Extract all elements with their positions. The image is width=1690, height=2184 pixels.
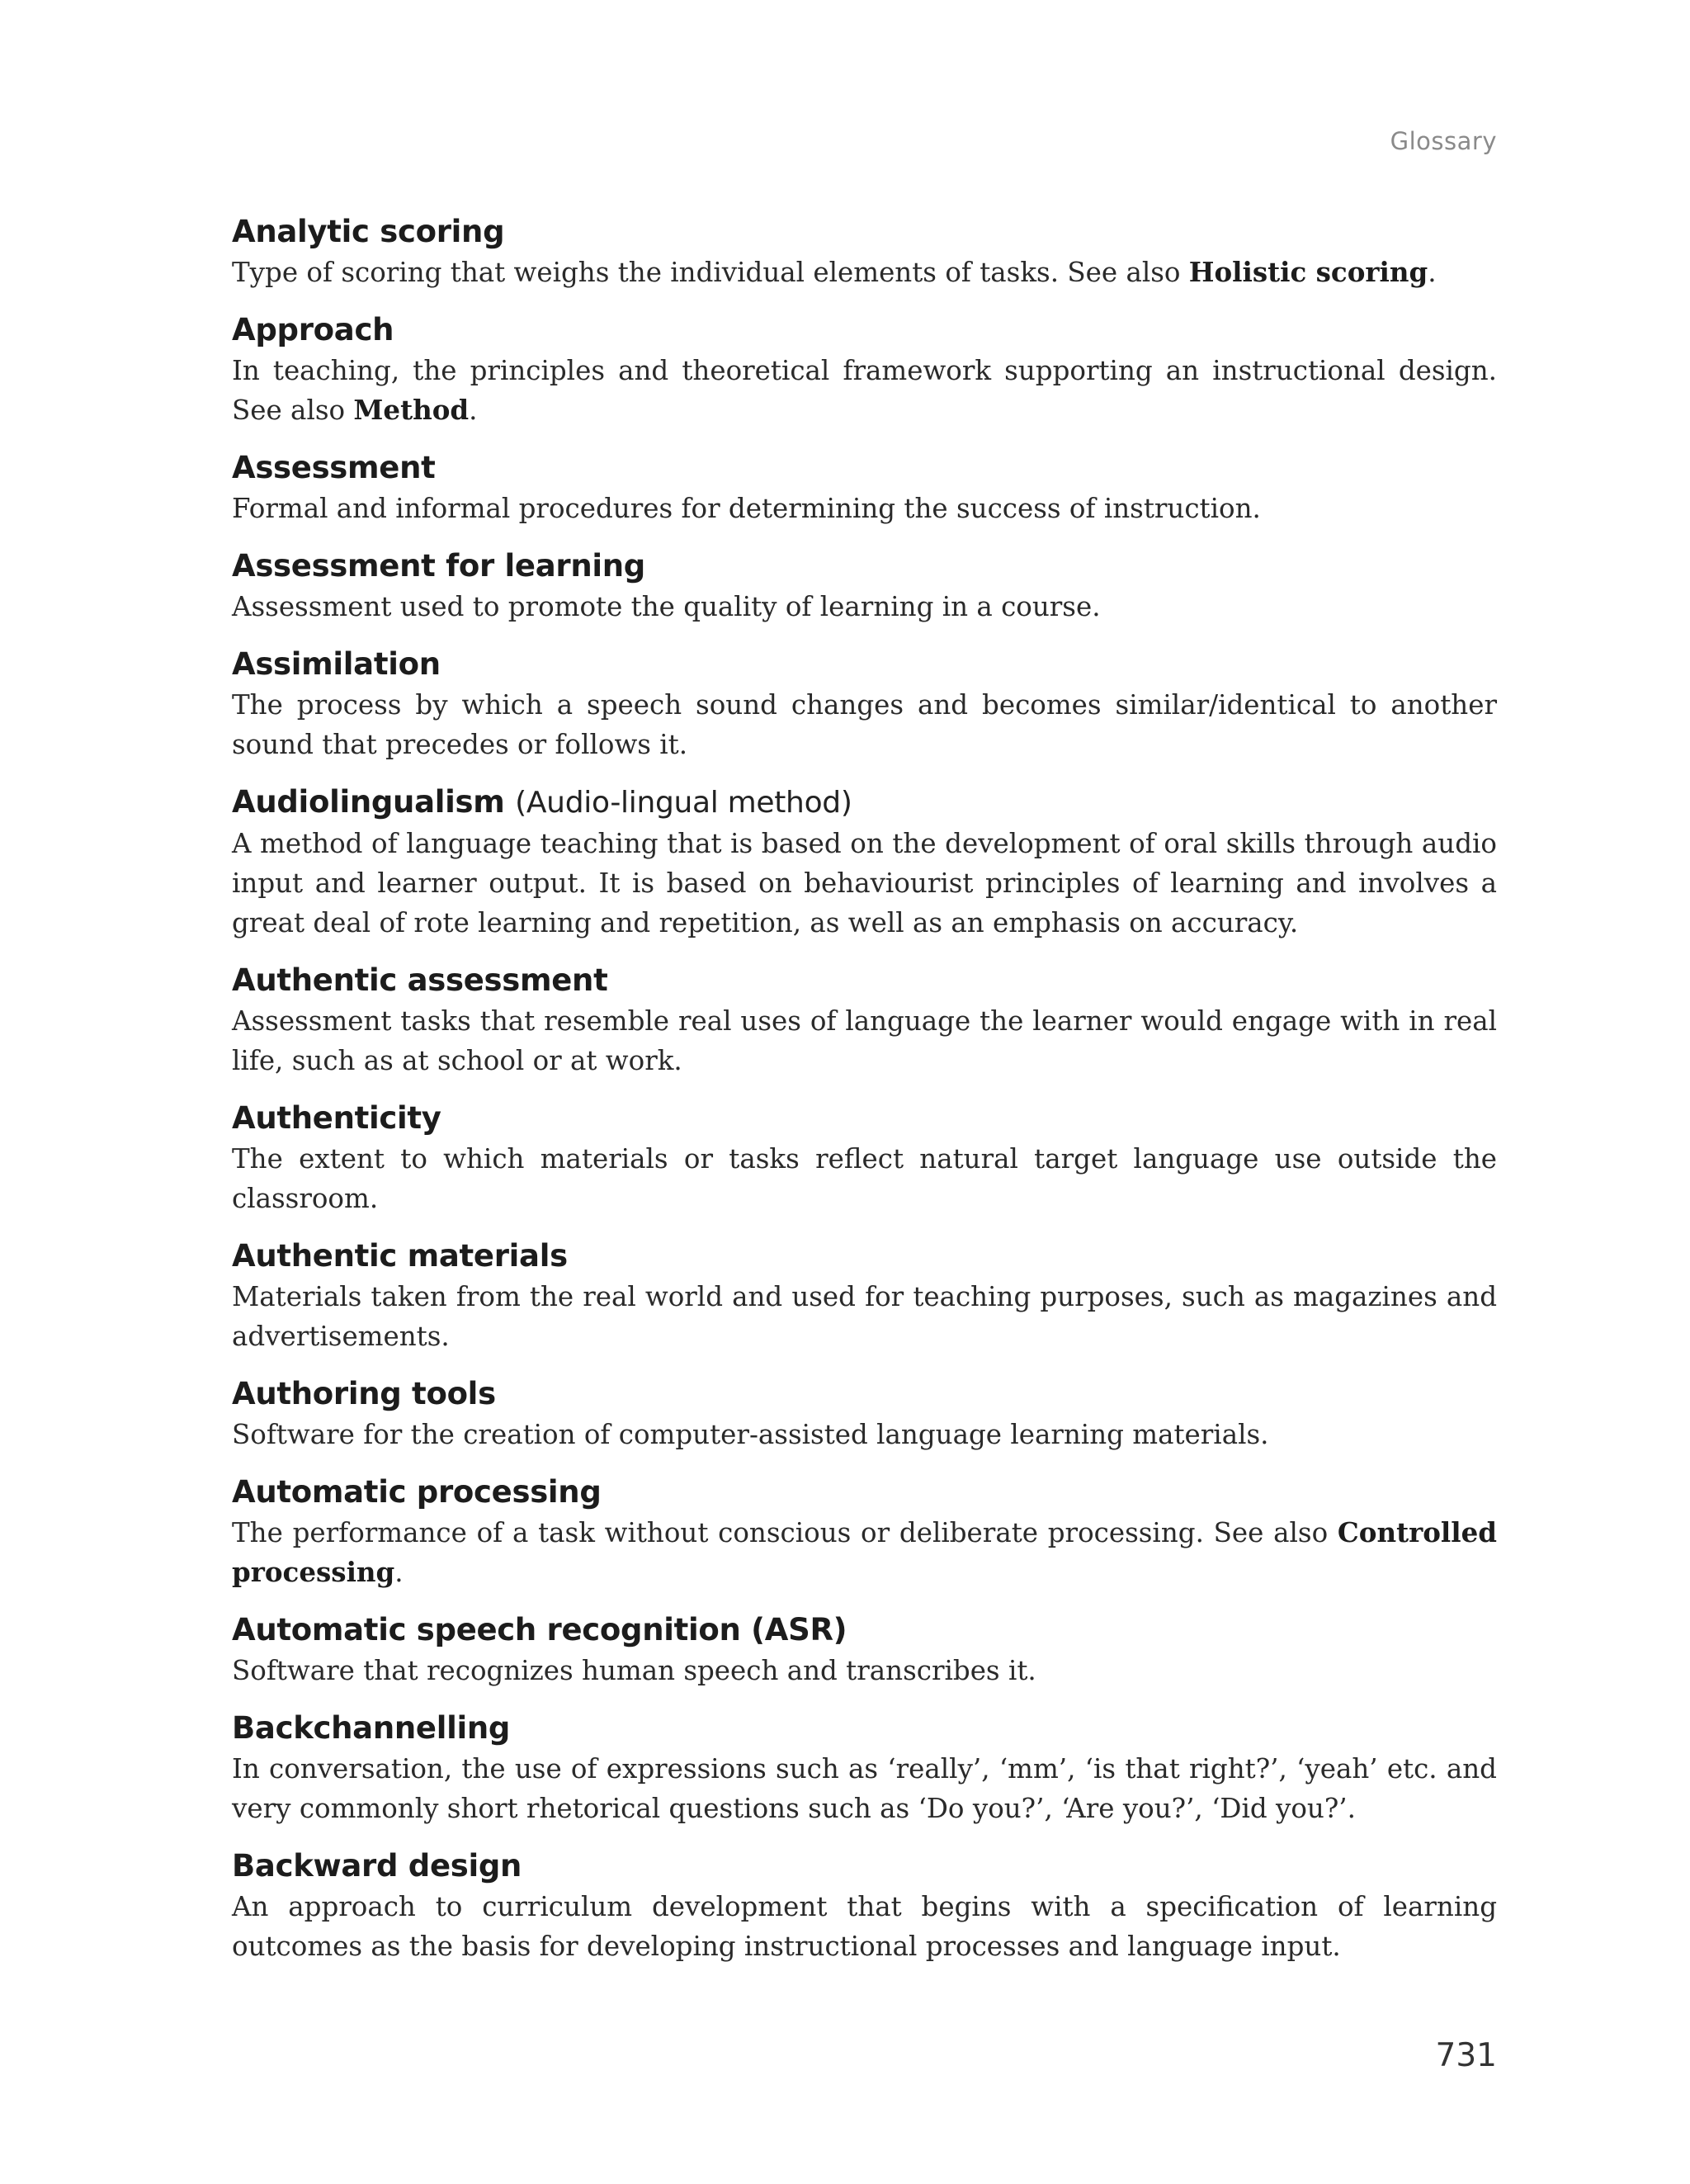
glossary-term: Assessment for learning	[232, 548, 645, 584]
glossary-definition: A method of language teaching that is based on the development of oral skills through audio input and learner output. It is based on behaviourist principles of learning and involves a great deal of rote learning and repetition, as well as an emphasis on accuracy.	[232, 828, 1497, 938]
glossary-entry	[232, 782, 1497, 943]
glossary-term: Authentic assessment	[232, 962, 608, 998]
page-number: 731	[1435, 2037, 1497, 2074]
glossary-entries	[232, 211, 1497, 1983]
glossary-term: Authentic materials	[232, 1238, 568, 1274]
glossary-entry	[232, 644, 1497, 764]
definition-end: .	[1428, 257, 1437, 288]
glossary-definition: Assessment used to promote the quality of learning in a course.	[232, 591, 1101, 622]
glossary-definition: The process by which a speech sound changes and becomes similar/identical to another sound that precedes or follows it.	[232, 689, 1497, 760]
glossary-definition: Software that recognizes human speech and transcribes it.	[232, 1655, 1036, 1686]
glossary-definition: Software for the creation of computer-assisted language learning materials.	[232, 1419, 1269, 1450]
see-also-term: Holistic scoring	[1188, 256, 1428, 288]
definition-text: In teaching, the principles and theoretical framework supporting an instructional design. See also	[232, 355, 1497, 426]
glossary-term: Assimilation	[232, 646, 441, 682]
see-also-term: Method	[353, 394, 470, 426]
glossary-entry	[232, 1373, 1497, 1454]
glossary-definition	[232, 253, 1497, 292]
glossary-definition: Assessment tasks that resemble real uses of language the learner would engage with in real life, such as at school or at work.	[232, 1005, 1497, 1076]
glossary-entry	[232, 546, 1497, 626]
glossary-term: Assessment	[232, 450, 436, 485]
glossary-term: Authoring tools	[232, 1376, 496, 1411]
glossary-term: Authenticity	[232, 1100, 441, 1136]
glossary-term: Automatic processing	[232, 1474, 602, 1510]
glossary-entry	[232, 960, 1497, 1080]
glossary-definition: An approach to curriculum development that begins with a specification of learning outcomes as the basis for developing instructional processes and language input.	[232, 1891, 1497, 1962]
glossary-definition	[232, 1513, 1497, 1592]
definition-text: Type of scoring that weighs the individual elements of tasks. See also	[232, 257, 1189, 288]
glossary-entry	[232, 1846, 1497, 1966]
glossary-definition	[232, 351, 1497, 430]
term-note: (Audio-lingual method)	[515, 786, 852, 820]
glossary-entry	[232, 1708, 1497, 1828]
glossary-term-with-note	[232, 782, 1497, 824]
glossary-term: Automatic speech recognition (ASR)	[232, 1612, 847, 1647]
glossary-term: Approach	[232, 312, 394, 347]
glossary-entry	[232, 1098, 1497, 1218]
glossary-definition: In conversation, the use of expressions such as ‘really’, ‘mm’, ‘is that right?’, ‘yeah’ etc. and very commonly short rhetorical questions such as ‘Do you?’, ‘Are you?’, ‘Did you?’.	[232, 1753, 1497, 1824]
glossary-entry	[232, 1610, 1497, 1690]
glossary-definition: Materials taken from the real world and used for teaching purposes, such as magazines and advertisements.	[232, 1281, 1497, 1352]
glossary-term: Audiolingualism	[232, 784, 505, 820]
definition-text: The performance of a task without conscious or deliberate processing. See also	[232, 1517, 1338, 1548]
definition-end: .	[469, 395, 478, 426]
glossary-term: Backward design	[232, 1848, 522, 1884]
glossary-term: Backchannelling	[232, 1710, 511, 1746]
see-also-term: Controlled processing	[232, 1516, 1497, 1588]
glossary-entry	[232, 1236, 1497, 1356]
definition-end: .	[394, 1557, 404, 1588]
glossary-entry	[232, 310, 1497, 430]
glossary-definition: The extent to which materials or tasks reflect natural target language use outside the classroom.	[232, 1143, 1497, 1214]
glossary-entry	[232, 211, 1497, 292]
glossary-term: Analytic scoring	[232, 214, 505, 249]
glossary-entry	[232, 1472, 1497, 1592]
running-head: Glossary	[1390, 127, 1497, 155]
glossary-definition: Formal and informal procedures for determining the success of instruction.	[232, 493, 1261, 524]
glossary-entry	[232, 447, 1497, 528]
